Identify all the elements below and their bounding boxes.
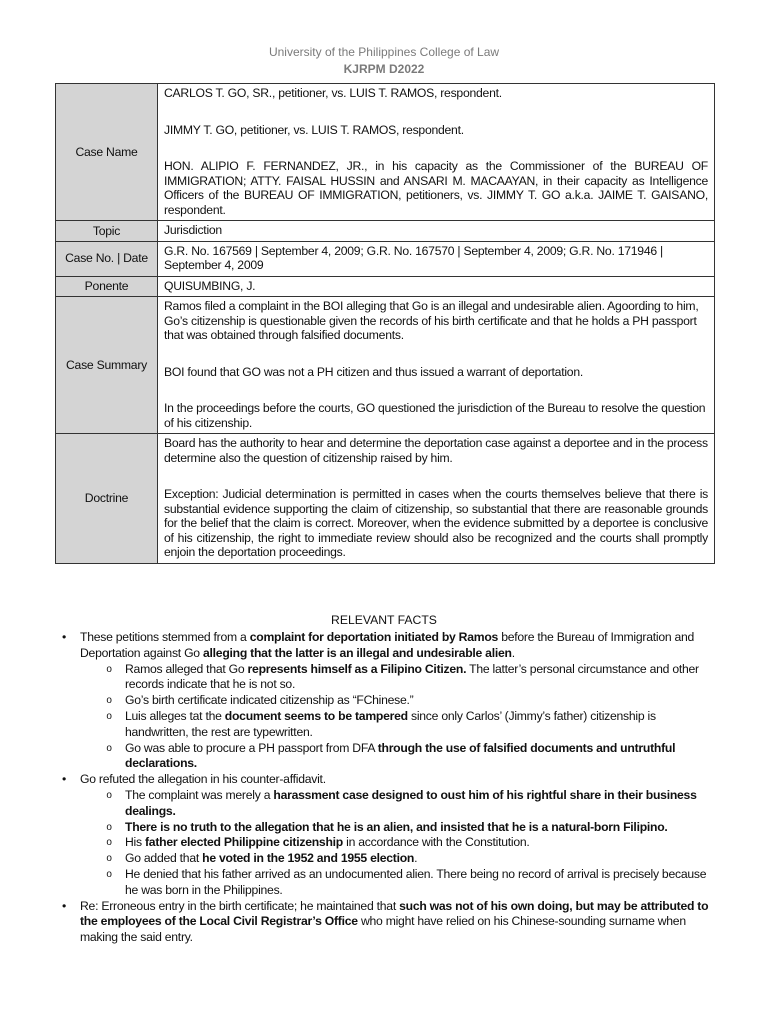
- value-topic: [158, 221, 715, 242]
- doctrine-2: Exception: Judicial determination is permitted in cases when the courts themselves believe that there is substantial evidence supporting the claim of citizenship, so substantial that there are reasonable grounds for the belief that the claim is correct. Moreover, when the evidence submitted by a deportee is conclusive of his citizenship, the right to immediate review should also be recognized and the courts shall promptly enjoin the deportation proceedings.: [164, 487, 708, 559]
- fact-text: Luis alleges tat the: [125, 708, 225, 723]
- fact-subitem: [58, 788, 718, 820]
- case-no-text: G.R. No. 167569 | September 4, 2009; G.R. No. 167570 | September 4, 2009; G.R. No. 171946 | September 4, 2009: [164, 243, 663, 272]
- bullet-marker: •: [61, 898, 67, 913]
- fact-subitem: [58, 820, 718, 836]
- fact-emphasis: through the use of falsified documents and untruthful declarations.: [125, 740, 676, 771]
- fact-text: .: [414, 851, 418, 866]
- doctrine-1: Board has the authority to hear and determine the deportation case against a deportee and in the process determine also the question of citizenship raised by him.: [164, 436, 708, 465]
- label-ponente: Ponente: [56, 276, 158, 297]
- fact-emphasis: represents himself as a Filipino Citizen.: [247, 661, 467, 676]
- fact-subitem: [58, 741, 718, 773]
- case-name-2: JIMMY T. GO, petitioner, vs. LUIS T. RAMOS, respondent.: [164, 122, 464, 137]
- topic-text: Jurisdiction: [164, 223, 222, 237]
- label-case-no: Case No. | Date: [56, 241, 158, 276]
- fact-text: His: [125, 835, 145, 850]
- fact-emphasis: complaint for deportation initiated by Ramos: [249, 630, 499, 644]
- bullet-marker: •: [61, 630, 67, 644]
- fact-subitem: [58, 835, 718, 851]
- fact-text: in accordance with the Constitution.: [342, 835, 530, 850]
- value-ponente: [158, 276, 715, 297]
- label-doctrine: Doctrine: [56, 434, 158, 564]
- sub-marker: o: [106, 789, 112, 801]
- fact-text: The latter’s personal circumstance and other records indicate that he is not so.: [125, 661, 699, 692]
- fact-subitem: [58, 662, 718, 694]
- fact-text: Go was able to procure a PH passport from DFA: [125, 740, 378, 755]
- fact-item: [58, 899, 718, 946]
- fact-text: who might have relied on his Chinese-sounding surname when making the said entry.: [80, 914, 686, 945]
- fact-text: Go added that: [125, 851, 203, 866]
- fact-emphasis: alleging that the latter is an illegal and undesirable alien: [202, 645, 512, 660]
- summary-2: BOI found that GO was not a PH citizen and thus issued a warrant of deportation.: [164, 364, 583, 379]
- sub-marker: o: [106, 821, 112, 833]
- fact-text: He denied that his father arrived as an undocumented alien. There being no record of arrival is precisely because he was born in the Philippines.: [125, 866, 707, 897]
- fact-emphasis: father elected Philippine citizenship: [145, 835, 343, 850]
- value-case-no: [158, 241, 715, 276]
- case-name-1: CARLOS T. GO, SR., petitioner, vs. LUIS T. RAMOS, respondent.: [164, 86, 502, 100]
- bullet-marker: •: [61, 772, 67, 787]
- fact-text: Re: Erroneous entry in the birth certificate; he maintained that: [80, 898, 400, 913]
- fact-item: [58, 772, 718, 788]
- value-case-name: [158, 84, 715, 221]
- relevant-facts-list: [58, 630, 718, 946]
- fact-text: since only Carlos’ (Jimmy’s father) citizenship is handwritten, the rest are typewritten.: [125, 708, 656, 739]
- fact-text: Go refuted the allegation in his counter-affidavit.: [80, 772, 326, 787]
- summary-1: Ramos filed a complaint in the BOI alleging that Go is an illegal and undesirable alien. Agoording to him, Go’s citizenship is questionable given the records of his birth certificate and that he holds a PH passport that was obtained through falsified documents.: [164, 299, 699, 342]
- fact-emphasis: he voted in the 1952 and 1955 election: [202, 851, 415, 866]
- fact-text: Ramos alleged that Go: [125, 661, 248, 676]
- summary-3: In the proceedings before the courts, GO questioned the jurisdiction of the Bureau to resolve the question of his citizenship.: [164, 401, 706, 430]
- label-case-name: Case Name: [56, 84, 158, 221]
- fact-text: The complaint was merely a: [125, 787, 274, 802]
- sub-marker: o: [106, 663, 112, 675]
- ponente-text: QUISUMBING, J.: [164, 278, 256, 293]
- case-name-3: HON. ALIPIO F. FERNANDEZ, JR., in his capacity as the Commissioner of the BUREAU OF IMMIGRATION; ATTY. FAISAL HUSSIN and ANSARI M. MACAAYAN, in their capacity as Intelligence Officers of the BUREAU OF IMMIGRATION, petitioners, vs. JIMMY T. GO a.k.a. JAIME T. GAISANO, respondent.: [164, 159, 708, 217]
- fact-subitem: [58, 867, 718, 899]
- sub-marker: o: [106, 853, 112, 865]
- row-topic: [56, 221, 715, 242]
- row-case-summary: [56, 297, 715, 434]
- relevant-facts-title: RELEVANT FACTS: [331, 613, 437, 627]
- fact-item: [58, 630, 718, 662]
- fact-text: These petitions stemmed from a: [80, 630, 250, 644]
- header-school: University of the Philippines College of Law: [268, 45, 500, 59]
- sub-marker: o: [106, 868, 112, 880]
- fact-emphasis: harassment case designed to oust him of his rightful share in their business dealings.: [125, 787, 697, 818]
- fact-text: before the Bureau of Immigration and Deportation against Go: [80, 630, 695, 660]
- sub-marker: o: [106, 695, 112, 707]
- row-doctrine: [56, 434, 715, 564]
- row-case-name: [56, 84, 715, 221]
- case-digest-table: [55, 83, 715, 564]
- fact-subitem: [58, 709, 718, 741]
- fact-subitem: [58, 851, 718, 867]
- sub-marker: o: [106, 710, 112, 722]
- fact-text: .: [511, 645, 515, 660]
- fact-emphasis: document seems to be tampered: [224, 708, 408, 723]
- fact-emphasis: There is no truth to the allegation that he is an alien, and insisted that he is a natural-born Filipino.: [125, 819, 668, 834]
- label-case-summary: Case Summary: [56, 297, 158, 434]
- label-topic: Topic: [56, 221, 158, 242]
- fact-text: Go’s birth certificate indicated citizenship as “FChinese.”: [125, 693, 414, 708]
- value-doctrine: [158, 434, 715, 564]
- sub-marker: o: [106, 837, 112, 849]
- row-case-no: [56, 241, 715, 276]
- fact-subitem: [58, 693, 718, 709]
- fact-emphasis: such was not of his own doing, but may be attributed to the employees of the Local Civil Registrar’s Office: [80, 898, 709, 929]
- sub-marker: o: [106, 742, 112, 754]
- value-case-summary: [158, 297, 715, 434]
- header-code: KJRPM D2022: [343, 62, 425, 76]
- row-ponente: [56, 276, 715, 297]
